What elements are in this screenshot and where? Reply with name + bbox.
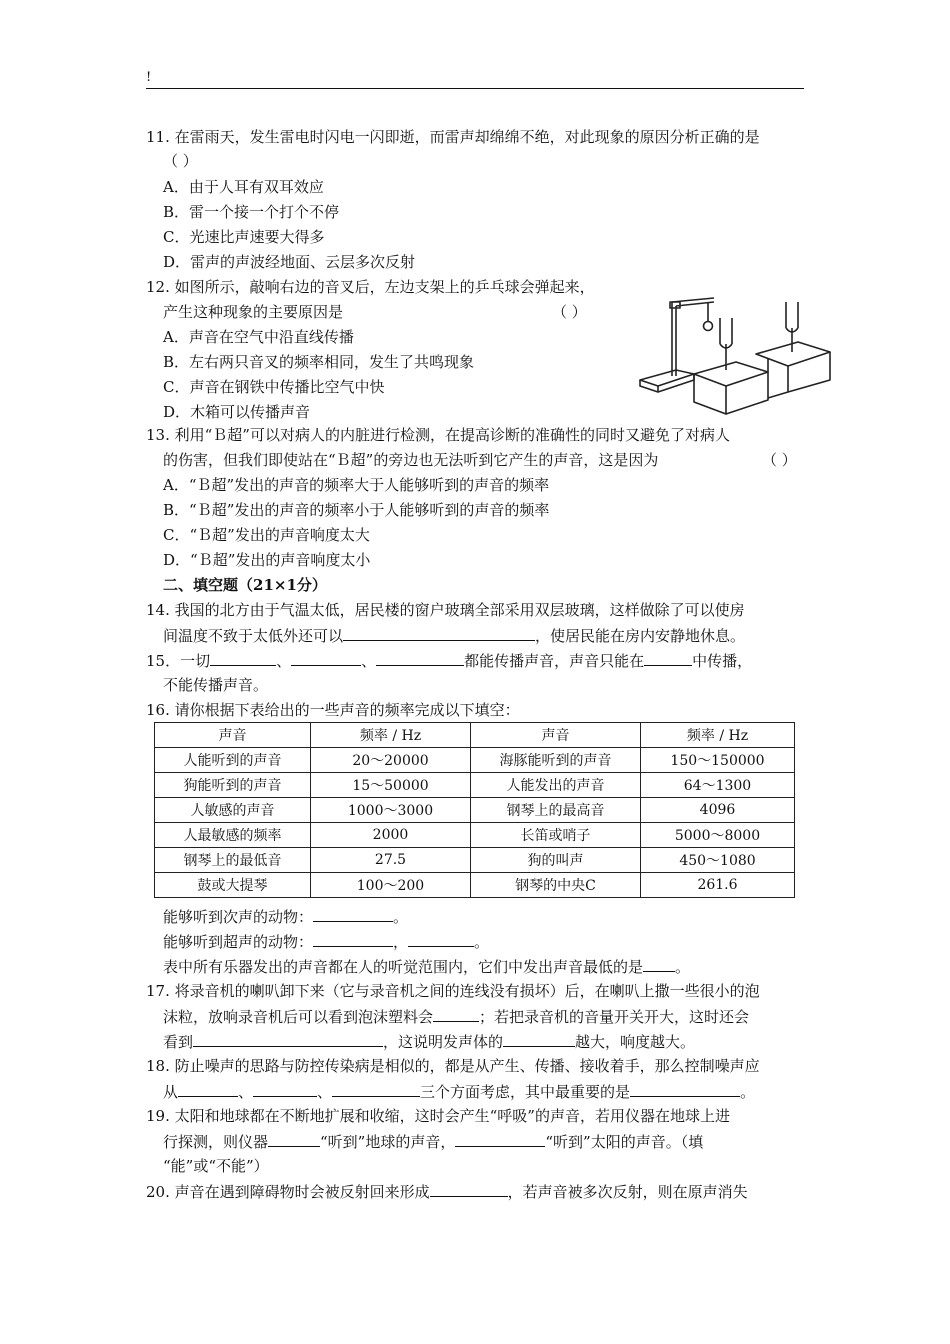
q11-paren: （ ） bbox=[163, 152, 198, 170]
section2-title: 二、填空题（21×1分） bbox=[163, 576, 327, 594]
table-cell: 钢琴上的最低音 bbox=[155, 848, 311, 873]
q17-text-d: ，这说明发声体的 bbox=[383, 1033, 504, 1051]
q20-line1 bbox=[146, 1180, 748, 1203]
q17-blank-1[interactable] bbox=[433, 1005, 479, 1022]
q18-blank-2[interactable] bbox=[253, 1080, 317, 1097]
table-cell: 钢琴上的最高音 bbox=[471, 798, 641, 823]
q15-line1 bbox=[146, 649, 752, 672]
q15-blank-1[interactable] bbox=[210, 649, 276, 666]
q17-text-b: ；若把录音机的音量开关开大，这时还会 bbox=[479, 1008, 750, 1026]
q12-stem-line1: 12. 如图所示，敲响右边的音叉后，左边支架上的乒乓球会弹起来， bbox=[146, 278, 595, 296]
q15-sep-1: 、 bbox=[276, 652, 292, 670]
q14-line2 bbox=[163, 624, 745, 647]
q19-text-c: “听到”太阳的声音。（填 bbox=[545, 1133, 704, 1151]
tuning-fork-figure bbox=[636, 288, 832, 418]
q16-fill3-text: 表中所有乐器发出的声音都在人的听觉范围内，它们中发出声音最低的是 bbox=[163, 958, 644, 976]
q14-text-a: 间温度不致于太低外还可以 bbox=[163, 627, 344, 645]
q19-text-b: “听到”地球的声音， bbox=[320, 1133, 456, 1151]
table-cell: 人敏感的声音 bbox=[155, 798, 311, 823]
table-cell: 钢琴的中央C bbox=[471, 873, 641, 898]
q19-line2 bbox=[163, 1130, 703, 1153]
q17-line3 bbox=[163, 1030, 695, 1053]
q16-fill3-end: 。 bbox=[675, 958, 691, 976]
table-cell: 150～150000 bbox=[641, 748, 795, 773]
table-header-row bbox=[155, 723, 795, 748]
q19-line3: “能”或“不能”） bbox=[163, 1157, 269, 1175]
q17-line2 bbox=[163, 1005, 749, 1028]
q12-option-b: B．左右两只音叉的频率相同，发生了共鸣现象 bbox=[163, 353, 475, 371]
q16-fill2-sep: ， bbox=[393, 933, 409, 951]
q16-blank-1[interactable] bbox=[313, 905, 393, 922]
q16-fill-ultrasound bbox=[163, 930, 489, 953]
table-cell: 2000 bbox=[311, 823, 471, 848]
q15-blank-3[interactable] bbox=[376, 649, 464, 666]
table-cell: 狗的叫声 bbox=[471, 848, 641, 873]
q17-line1: 17. 将录音机的喇叭卸下来（它与录音机之间的连线没有损坏）后，在喇叭上撒一些很小的泡 bbox=[146, 982, 760, 1000]
table-cell: 人能听到的声音 bbox=[155, 748, 311, 773]
table-row bbox=[155, 823, 795, 848]
q13-option-d: D．“Ｂ超”发出的声音响度太小 bbox=[163, 551, 371, 569]
table-cell: 15～50000 bbox=[311, 773, 471, 798]
header-rule bbox=[146, 88, 804, 89]
table-header-cell: 频率 / Hz bbox=[311, 723, 471, 748]
q17-text-e: 越大，响度越大。 bbox=[575, 1033, 696, 1051]
header-mark: ! bbox=[146, 70, 152, 85]
q15-blank-2[interactable] bbox=[291, 649, 361, 666]
q12-option-d: D．木箱可以传播声音 bbox=[163, 403, 311, 421]
q20-blank-1[interactable] bbox=[430, 1180, 508, 1197]
table-cell: 27.5 bbox=[311, 848, 471, 873]
q16-fill-infrasound bbox=[163, 905, 408, 928]
q13-paren: （ ） bbox=[762, 451, 797, 469]
table-cell: 100～200 bbox=[311, 873, 471, 898]
table-cell: 鼓或大提琴 bbox=[155, 873, 311, 898]
table-cell: 人能发出的声音 bbox=[471, 773, 641, 798]
q16-stem: 16. 请你根据下表给出的一些声音的频率完成以下填空： bbox=[146, 701, 520, 719]
q18-sep-1: 、 bbox=[238, 1083, 254, 1101]
table-cell: 狗能听到的声音 bbox=[155, 773, 311, 798]
q11-option-d: D．雷声的声波经地面、云层多次反射 bbox=[163, 253, 416, 271]
table-cell: 64～1300 bbox=[641, 773, 795, 798]
q17-blank-2[interactable] bbox=[193, 1030, 383, 1047]
q13-stem-line1: 13. 利用“Ｂ超”可以对病人的内脏进行检测，在提高诊断的准确性的同时又避免了对病人 bbox=[146, 426, 730, 444]
q14-line1: 14. 我国的北方由于气温太低，居民楼的窗户玻璃全部采用双层玻璃，这样做除了可以使房 bbox=[146, 601, 745, 619]
q18-line2 bbox=[163, 1080, 755, 1103]
q14-text-b: ，使居民能在房内安静地休息。 bbox=[535, 627, 746, 645]
q11-option-a: A．由于人耳有双耳效应 bbox=[163, 178, 324, 196]
q13-option-a: A．“Ｂ超”发出的声音的频率大于人能够听到的声音的频率 bbox=[163, 476, 550, 494]
q15-text-c: 中传播， bbox=[692, 652, 753, 670]
q19-blank-2[interactable] bbox=[455, 1130, 545, 1147]
q16-blank-4[interactable] bbox=[643, 955, 675, 972]
table-row bbox=[155, 748, 795, 773]
q19-line1: 19. 太阳和地球都在不断地扩展和收缩，这时会产生“呼吸”的声音，若用仪器在地球上进 bbox=[146, 1107, 730, 1125]
q16-blank-3[interactable] bbox=[408, 930, 474, 947]
table-cell: 长笛或哨子 bbox=[471, 823, 641, 848]
q16-fill1-end: 。 bbox=[393, 908, 409, 926]
q18-text-b: 三个方面考虑，其中最重要的是 bbox=[420, 1083, 631, 1101]
table-cell: 20～20000 bbox=[311, 748, 471, 773]
table-header-cell: 频率 / Hz bbox=[641, 723, 795, 748]
q16-fill2-text: 能够听到超声的动物： bbox=[163, 933, 314, 951]
q20-text-a: 20. 声音在遇到障碍物时会被反射回来形成 bbox=[146, 1183, 430, 1201]
q15-blank-4[interactable] bbox=[644, 649, 692, 666]
q16-blank-2[interactable] bbox=[313, 930, 393, 947]
q17-text-c: 看到 bbox=[163, 1033, 194, 1051]
q13-option-b: B．“Ｂ超”发出的声音的频率小于人能够听到的声音的频率 bbox=[163, 501, 550, 519]
q18-line1: 18. 防止噪声的思路与防控传染病是相似的，都是从产生、传播、接收着手，那么控制噪声应 bbox=[146, 1057, 760, 1075]
table-cell: 海豚能听到的声音 bbox=[471, 748, 641, 773]
table-row bbox=[155, 798, 795, 823]
table-cell: 1000～3000 bbox=[311, 798, 471, 823]
q15-text-b: 都能传播声音，声音只能在 bbox=[464, 652, 645, 670]
q18-blank-3[interactable] bbox=[332, 1080, 420, 1097]
q18-blank-1[interactable] bbox=[178, 1080, 238, 1097]
q13-stem-line2: 的伤害，但我们即使站在“Ｂ超”的旁边也无法听到它产生的声音，这是因为 bbox=[163, 451, 659, 469]
q16-fill2-end: 。 bbox=[474, 933, 490, 951]
q11-option-c: C．光速比声速要大得多 bbox=[163, 228, 325, 246]
q18-blank-4[interactable] bbox=[630, 1080, 740, 1097]
q20-text-b: ，若声音被多次反射，则在原声消失 bbox=[507, 1183, 748, 1201]
table-header-cell: 声音 bbox=[471, 723, 641, 748]
q15-line2: 不能传播声音。 bbox=[163, 676, 269, 694]
q13-option-c: C．“Ｂ超”发出的声音响度太大 bbox=[163, 526, 370, 544]
table-cell: 450～1080 bbox=[641, 848, 795, 873]
table-cell: 4096 bbox=[641, 798, 795, 823]
q14-blank[interactable] bbox=[343, 624, 535, 641]
q19-blank-1[interactable] bbox=[268, 1130, 320, 1147]
q16-fill1-text: 能够听到次声的动物： bbox=[163, 908, 314, 926]
table-row bbox=[155, 873, 795, 898]
table-cell: 261.6 bbox=[641, 873, 795, 898]
table-header-cell: 声音 bbox=[155, 723, 311, 748]
q15-text-a: 15．一切 bbox=[146, 652, 211, 670]
q12-option-a: A．声音在空气中沿直线传播 bbox=[163, 328, 354, 346]
q16-fill-lowest bbox=[163, 955, 690, 978]
q12-option-c: C．声音在钢铁中传播比空气中快 bbox=[163, 378, 385, 396]
q15-sep-2: 、 bbox=[361, 652, 377, 670]
q19-text-a: 行探测，则仪器 bbox=[163, 1133, 269, 1151]
table-row bbox=[155, 773, 795, 798]
q17-blank-3[interactable] bbox=[503, 1030, 575, 1047]
q11-stem: 11. 在雷雨天，发生雷电时闪电一闪即逝，而雷声却绵绵不绝，对此现象的原因分析正确的是 bbox=[146, 128, 760, 146]
q12-stem-line2: 产生这种现象的主要原因是 bbox=[163, 303, 344, 321]
q18-sep-2: 、 bbox=[317, 1083, 333, 1101]
q11-option-b: B．雷一个接一个打个不停 bbox=[163, 203, 340, 221]
q18-text-c: 。 bbox=[740, 1083, 756, 1101]
q17-text-a: 沫粒，放响录音机后可以看到泡沫塑料会 bbox=[163, 1008, 434, 1026]
q18-text-a: 从 bbox=[163, 1083, 179, 1101]
frequency-table bbox=[154, 722, 795, 898]
table-row bbox=[155, 848, 795, 873]
q12-paren: （ ） bbox=[552, 303, 587, 321]
table-cell: 人最敏感的频率 bbox=[155, 823, 311, 848]
table-cell: 5000～8000 bbox=[641, 823, 795, 848]
